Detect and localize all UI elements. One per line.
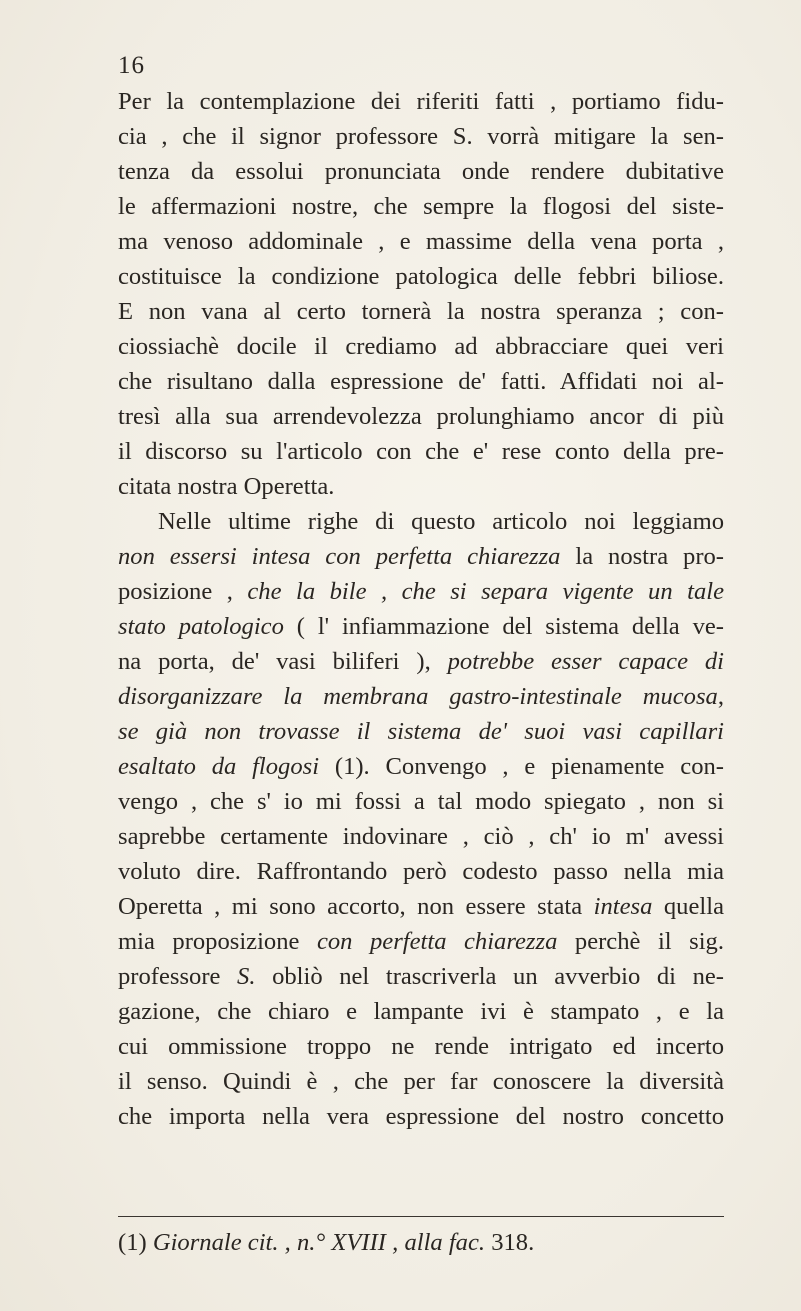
text-line — [118, 924, 724, 959]
text-line — [118, 889, 724, 924]
text-line: citata nostra Operetta. — [118, 473, 335, 500]
text-line: le affermazioni nostre, che sempre la flogosi del siste- — [118, 193, 724, 220]
footnote — [118, 1226, 724, 1260]
text-line — [118, 959, 724, 994]
text-line — [118, 574, 724, 609]
italic-phrase: potrebbe esser capace di — [447, 648, 724, 675]
italic-phrase: con perfetta chiarezza — [316, 928, 558, 955]
text-segment: Operetta , mi sono accorto, non essere stata — [118, 893, 594, 920]
text-segment: quella — [652, 893, 724, 920]
text-line: il senso. Quindi è , che per far conoscere la diversità — [118, 1068, 724, 1095]
text-line: che importa nella vera espressione del nostro concetto — [118, 1103, 724, 1130]
page-number: 16 — [118, 52, 145, 79]
text-line — [118, 644, 724, 679]
italic-phrase: che la bile , che si separa vigente un tale — [247, 578, 724, 605]
text-segment: na porta, de' vasi biliferi ), — [118, 648, 448, 675]
text-line: il discorso su l'articolo con che e' rese conto della pre- — [118, 438, 724, 465]
text-line: che risultano dalla espressione de' fatti. Affidati noi al- — [118, 368, 724, 395]
text-segment: , — [717, 683, 724, 710]
footnote-rule — [118, 1216, 724, 1217]
text-line: tenza da essolui pronunciata onde rendere dubitative — [118, 158, 724, 185]
italic-phrase: esaltato da flogosi — [118, 753, 320, 780]
text-line: tresì alla sua arrendevolezza prolunghiamo ancor di più — [118, 403, 724, 430]
text-segment: mia proposizione — [118, 928, 317, 955]
text-line: saprebbe certamente indovinare , ciò , ch' io m' avessi — [118, 823, 724, 850]
text-line: vengo , che s' io mi fossi a tal modo spiegato , non si — [118, 788, 724, 815]
text-line — [118, 714, 724, 749]
italic-phrase: disorganizzare la membrana gastro-intestinale mucosa — [118, 683, 718, 710]
text-segment: la nostra pro- — [560, 543, 725, 570]
text-segment: posizione , — [118, 578, 248, 605]
text-segment: professore — [118, 963, 238, 990]
text-segment: obliò nel trascriverla un avverbio di ne- — [255, 963, 724, 990]
text-segment: ( l' infiammazione del sistema della ve- — [283, 613, 724, 640]
text-line: cui ommissione troppo ne rende intrigato ed incerto — [118, 1033, 724, 1060]
footnote-page: 318. — [485, 1229, 535, 1256]
italic-phrase: intesa — [593, 893, 653, 920]
body-text — [118, 84, 724, 1134]
text-segment: perchè il sig. — [557, 928, 724, 955]
text-line — [118, 609, 724, 644]
text-line: E non vana al certo tornerà la nostra speranza ; con- — [118, 298, 724, 325]
footnote-reference: Giornale cit. , n.° XVIII , alla fac. — [152, 1229, 486, 1256]
text-segment: (1). Convengo , e pienamente con- — [319, 753, 724, 780]
text-line: Per la contemplazione dei riferiti fatti , portiamo fidu- — [118, 88, 724, 115]
text-line — [118, 749, 724, 784]
text-line: costituisce la condizione patologica delle febbri biliose. — [118, 263, 724, 290]
italic-phrase: non essersi intesa con perfetta chiarezza — [118, 543, 561, 570]
text-line: gazione, che chiaro e lampante ivi è stampato , e la — [118, 998, 724, 1025]
italic-phrase: se già non trovasse il sistema de' suoi vasi capillari — [118, 718, 724, 745]
text-line: cia , che il signor professore S. vorrà mitigare la sen- — [118, 123, 724, 150]
text-line: voluto dire. Raffrontando però codesto passo nella mia — [118, 858, 724, 885]
italic-phrase: S. — [237, 963, 256, 990]
text-line: ma venoso addominale , e massime della vena porta , — [118, 228, 724, 255]
text-line: Nelle ultime righe di questo articolo noi leggiamo — [158, 508, 724, 535]
text-line — [118, 539, 724, 574]
text-line — [118, 679, 724, 714]
footnote-mark: (1) — [118, 1229, 153, 1256]
italic-phrase: stato patologico — [118, 613, 284, 640]
text-line: ciossiachè docile il crediamo ad abbracciare quei veri — [118, 333, 724, 360]
